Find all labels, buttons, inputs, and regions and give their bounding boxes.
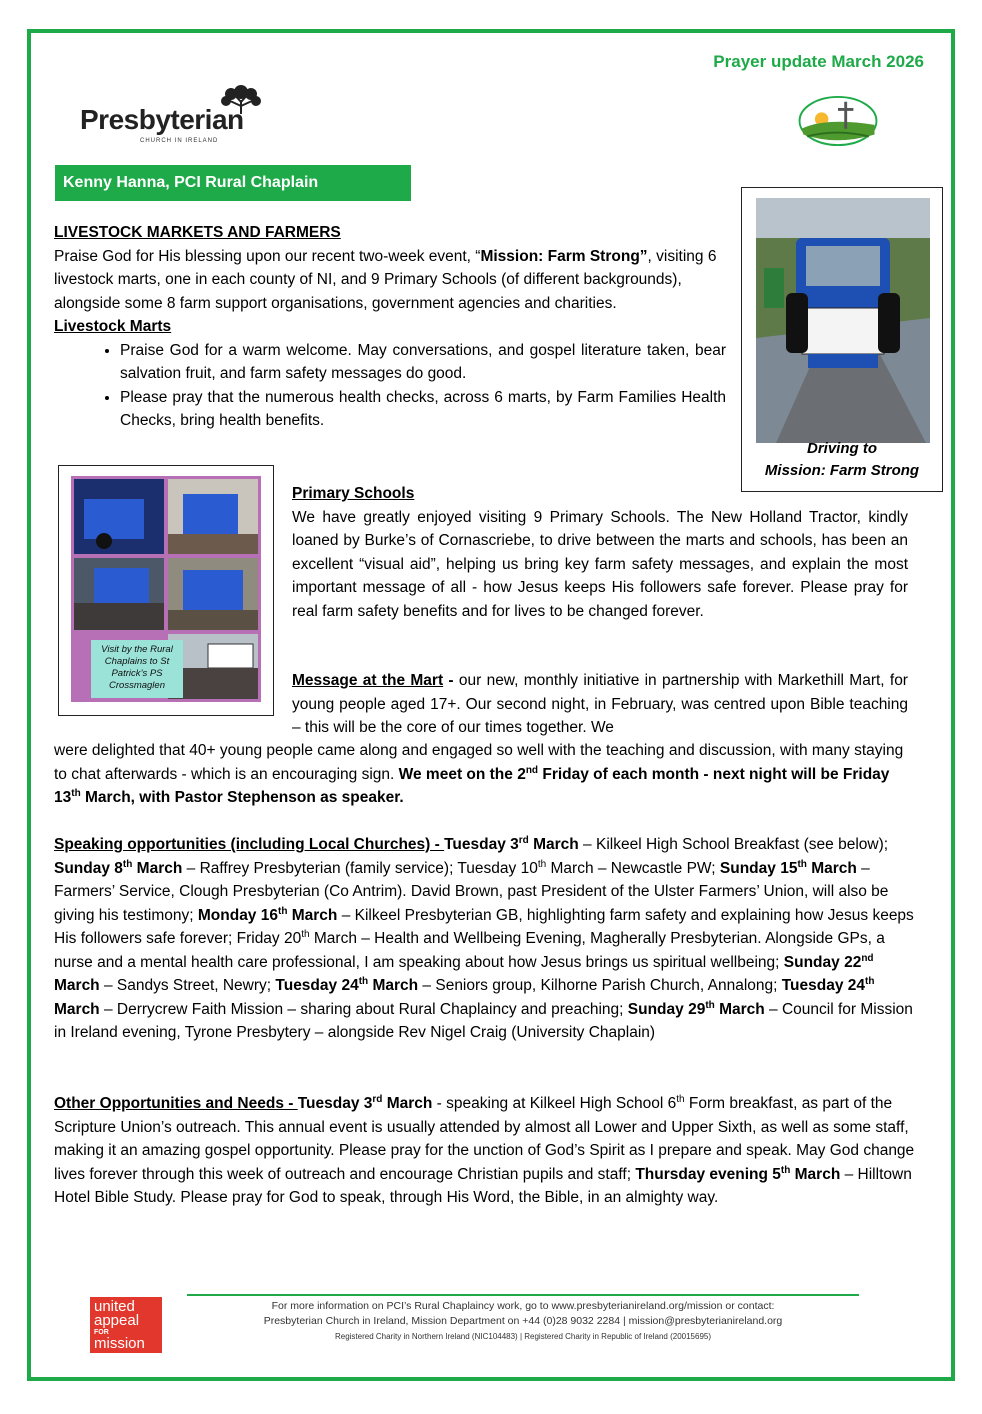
body-text: – Kilkeel High School Breakfast (see below);	[578, 836, 889, 853]
superscript: th	[537, 858, 547, 870]
superscript: th	[358, 975, 369, 987]
tractor-photo	[756, 198, 930, 443]
footer-line-2: Presbyterian Church in Ireland, Mission Department on +44 (0)28 9032 2284 | mission@presbyterianireland.org	[263, 1315, 783, 1327]
intro-text-b: , visiting 6 livestock marts, one in each county of NI, and 9 Primary Schools (of different backgrounds), alongside some 8 farm support organisations, government agencies and charities.	[54, 247, 717, 312]
intro-bold: Mission: Farm Strong”	[480, 247, 648, 265]
speaking-body	[54, 836, 914, 1041]
logo-subtitle: CHURCH IN IRELAND	[140, 138, 219, 144]
footer-line-3: Registered Charity in Northern Ireland (NIC104483) | Registered Charity in Republic of Ireland (20015695)	[334, 1332, 712, 1341]
collage-photo	[168, 479, 258, 554]
footer-text	[187, 1299, 859, 1344]
superscript: nd	[861, 952, 874, 964]
bold-text: March	[132, 859, 183, 877]
caption-line-1: Driving to	[807, 440, 877, 457]
mart-bold-c: March, with Pastor Stephenson as speaker.	[80, 789, 404, 806]
chaplain-name-banner: Kenny Hanna, PCI Rural Chaplain	[55, 165, 411, 201]
bold-text: March	[714, 1000, 765, 1018]
superscript: th	[780, 1164, 791, 1176]
bold-text: March	[382, 1095, 433, 1112]
body-text: – Seniors group, Kilhorne Parish Church, Annalong;	[418, 977, 782, 994]
mart-sup-1: nd	[525, 764, 539, 776]
list-item: • Please pray that the numerous health checks, across 6 marts, by Farm Families Health Checks, bring health benefits.	[120, 386, 726, 433]
bold-text: March	[528, 836, 579, 853]
logo-line: FOR	[94, 1329, 109, 1336]
speaking-section	[54, 833, 922, 1045]
body-text: – Sandys Street, Newry;	[99, 977, 276, 994]
list-item: • Praise God for a warm welcome. May conversations, and gospel literature taken, bear salvation fruit, and farm safety messages do good.	[120, 339, 726, 386]
livestock-section	[54, 221, 726, 433]
other-heading: Other Opportunities and Needs -	[54, 1095, 298, 1112]
page-header-title: Prayer update March 2026	[713, 52, 924, 71]
superscript: th	[301, 928, 310, 940]
collage-photo	[168, 558, 258, 630]
tractor-photo-frame	[741, 187, 943, 492]
collage-caption: Visit by the Rural Chaplains to St Patrick’s PS Crossmaglen	[91, 640, 183, 698]
superscript: rd	[372, 1093, 383, 1105]
logo-wordmark: Presbyterian	[80, 104, 244, 135]
bold-text: Monday 16	[197, 906, 278, 924]
bold-text: Tuesday 3	[297, 1095, 373, 1112]
bold-text: March	[54, 977, 100, 994]
schools-section	[292, 482, 908, 623]
bold-text: March	[54, 1000, 100, 1018]
collage-photo	[74, 479, 164, 554]
bold-text: Tuesday 3	[444, 836, 519, 853]
superscript: th	[797, 858, 807, 870]
footer-line-1: For more information on PCI’s Rural Chaplaincy work, go to www.presbyterianireland.org/mission or contact:	[271, 1300, 775, 1312]
livestock-heading: LIVESTOCK MARKETS AND FARMERS	[54, 224, 341, 241]
bold-text: Sunday 15	[719, 859, 798, 877]
body-text: – Hilltown Hotel Bible Study. Please pray for God to speak, through His Word, the Bible, in an almighty way.	[54, 1165, 912, 1206]
caption-line-2: Mission: Farm Strong	[764, 462, 920, 479]
logo-line: mission	[94, 1335, 145, 1352]
logo-line: united	[94, 1298, 135, 1315]
body-text: March – Newcastle PW;	[546, 859, 720, 877]
superscript: th	[705, 999, 715, 1011]
mart-heading: Message at the Mart	[292, 672, 444, 689]
body-text: – Raffrey Presbyterian (family service); Tuesday 10	[182, 859, 538, 877]
body-text: – Kilkeel Presbyterian GB, highlighting farm safety and explaining how Jesus keeps His followers safe forever; Friday 20	[54, 906, 914, 947]
mart-bold-b: Friday of each month - next night will be Friday 13	[54, 765, 890, 806]
bold-text: Sunday 8	[54, 859, 123, 877]
tractor-photo-caption	[742, 438, 942, 482]
body-text: March – Health and Wellbeing Evening, Magherally Presbyterian. Alongside GPs, a nurse and a mental health care professional, I am speaking about how Jesus brings us spiritual wellbeing;	[54, 930, 885, 971]
livestock-intro	[54, 245, 726, 316]
bold-text: March	[806, 859, 857, 877]
mart-dash: -	[443, 672, 459, 689]
school-visit-collage	[71, 476, 261, 702]
collage-photo	[74, 558, 164, 630]
bold-text: Thursday evening 5	[635, 1165, 781, 1183]
marts-heading: Livestock Marts	[54, 318, 172, 335]
bold-text: March	[790, 1165, 841, 1183]
superscript: rd	[518, 834, 529, 846]
superscript: th	[277, 905, 288, 917]
body-text: – Derrycrew Faith Mission – sharing about Rural Chaplaincy and preaching;	[99, 1000, 628, 1018]
rural-chaplaincy-badge-icon	[797, 96, 879, 146]
body-text: - speaking at Kilkeel High School 6	[432, 1095, 677, 1112]
bold-text: March	[368, 977, 419, 994]
schools-body: We have greatly enjoyed visiting 9 Primary Schools. The New Holland Tractor, kindly loaned by Burke’s of Cornascriebe, to drive between the marts and schools, has been an excellent “visual aid”, helping us bring key farm safety messages, and explain the most important message of all - how Jesus keeps His followers safe forever. Please pray for real farm safety benefits and for lives to be changed forever.	[292, 508, 908, 620]
body-text: – Farmers’ Service, Clough Presbyterian (Co Antrim). David Brown, past President of the Ulster Farmers’ Union, will also be giving his testimony;	[54, 859, 889, 924]
mart-section-bottom	[54, 739, 918, 810]
intro-text-a: Praise God for His blessing upon our recent two-week event, “	[54, 247, 481, 265]
speaking-heading: Speaking opportunities (including Local Churches) -	[54, 836, 445, 853]
mart-bold-a: We meet on the 2	[398, 765, 526, 783]
school-visit-collage-frame	[58, 465, 274, 716]
mart-section-top	[292, 669, 908, 740]
mart-body-b: were delighted that 40+ young people came along and engaged so well with the teaching and discussion, with many staying to chat afterwards - which is an encouraging sign.	[54, 742, 904, 783]
superscript: th	[676, 1093, 685, 1105]
presbyterian-logo	[80, 86, 280, 146]
logo-line: appeal	[94, 1312, 140, 1329]
bold-text: Sunday 22	[783, 953, 862, 971]
mart-body-a: our new, monthly initiative in partnership with Markethill Mart, for young people aged 17+. Our second night, in February, was centred upon Bible teaching – this will be the core of our times together. We	[292, 672, 908, 736]
schools-heading: Primary Schools	[292, 485, 415, 502]
mart-sup-2: th	[71, 787, 81, 799]
marts-bullet-list	[54, 339, 726, 433]
bold-text: Sunday 29	[627, 1000, 706, 1018]
bold-text: Tuesday 24	[275, 977, 359, 994]
superscript: th	[122, 858, 133, 870]
body-text: Form breakfast, as part of the Scripture Union’s outreach. This annual event is usually attended by almost all Lower and Upper Sixth, as well as some staff, making it an amazing gospel opportunity. Please pray for the unction of God’s Spirit as I prepare and speak. May God change lives forever through this week of outreach and encourage Christian pupils and staff;	[54, 1095, 915, 1183]
united-appeal-logo	[90, 1297, 162, 1353]
bold-text: March	[287, 906, 338, 924]
superscript: th	[865, 975, 875, 987]
body-text: – Council for Mission in Ireland evening, Tyrone Presbytery – alongside Rev Nigel Craig (University Chaplain)	[54, 1000, 913, 1041]
footer-divider	[187, 1294, 859, 1296]
other-section	[54, 1092, 922, 1210]
bold-text: Tuesday 24	[781, 977, 866, 994]
